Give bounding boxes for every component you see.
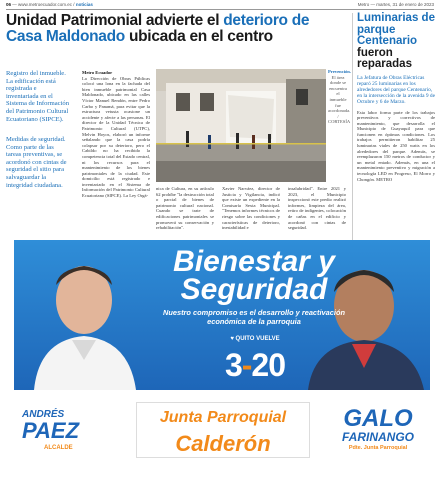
sidebar-title-dark: fueron reparadas <box>357 46 412 70</box>
candidate-2-role: Pdte. Junta Parroquial <box>348 445 408 451</box>
list-number-dash: - <box>241 347 252 383</box>
ad-headline-1: Bienestar y <box>173 245 335 278</box>
byline: Metro Ecuador <box>82 70 113 75</box>
candidate-1-last-name: PAEZ <box>22 418 80 443</box>
headline-part-1: Unidad Patrimonial advierte el <box>6 12 224 29</box>
caption-title: Prevención. <box>328 69 352 74</box>
article-photo <box>156 69 326 182</box>
page-number: 06 <box>6 2 12 7</box>
ad-banner[interactable] <box>14 240 430 390</box>
party-logo <box>185 336 325 342</box>
lede-security: Medidas de seguridad. Como parte de las tareas preventivas, se acordonó con cintas de seguridad el sitio para salvaguardar la integridad ciudadana. <box>6 136 67 189</box>
building-photo-illustration <box>156 69 326 182</box>
issue-date: Metro — martes, 31 de enero de 2023 <box>357 2 434 7</box>
ad-tagline: Nuestro compromiso es el desarrollo y reactivación económica de la parroquia <box>163 308 345 326</box>
junta-box <box>136 402 310 458</box>
headline-highlight: deterioro de Casa Maldonado <box>6 12 310 45</box>
sidebar-body: Esta labor forma parte de los trabajos preventivos y correctivos de mantenimiento, que desarrolla el Municipio de Guayaquil para que funcionen en óptimas condiciones. Los trabajos permitieron habilitar 25 luminarias viales de 250 watts en los alrededores del parque. Además, se reemplazaron 150 metros de conductor y un metal entado. Además, en una el mantenimiento preventivo y migración a tecnología LED en Progreso, El Morro y Chongón. METRO <box>357 109 435 182</box>
lede-registry: Registro del inmueble. La edificación está registrada e inventariada en el Sistema de Información del Patrimonio Cultural Ecuatoriano (SIPCE). <box>6 70 69 123</box>
column-1-text: La Dirección de Obras Públicas colocó una lona en la fachada del bien inmueble patrimonial Casa Maldonado, ubicado en las calles Víctor Manuel Rendón, entre Pedro Carbo y Panamá, para evitar que la estructura vetusta ocasione un accidente y afecte a las personas. El director de la Unidad Técnica de Patrimonio Cultural (UTPC), Melvin Hoyos, elaboró un informe señalando que la casa podría colapsar por su deterioro, pero el Cabildo no ha recibido la competencia total del Estado central, ni los recursos para el mantenimiento de los bienes patrimoniales de la ciudad. Este domicilio está registrado e inventariado en el Sistema de Información del Patrimonio Cultural Ecuatoriano (SIPCE). La Ley Orgá- <box>82 75 150 199</box>
article-column-1 <box>82 70 150 199</box>
article-column-4: insalubridad". Entre 2021 y 2023, el Municipio inspeccionó este predio realizó informes, limpieza del área, retiro de indigentes, colocación de cañas en el edificio y acordonó con cintas de seguridad. <box>288 186 346 231</box>
headline-part-2: ubicada en el centro <box>124 28 273 45</box>
article-headline <box>6 13 346 45</box>
party-name: QUITO VUELVE <box>235 336 280 342</box>
photo-caption <box>328 69 352 125</box>
sidebar-title-blue: Luminarias de parque Centenario <box>357 12 435 47</box>
junta-line-2: Calderón <box>175 431 271 456</box>
ad-headline-2: Seguridad <box>180 273 328 306</box>
list-number-left: 3 <box>224 347 242 383</box>
caption-text: El área donde se encuentra el inmueble fue acordonada. / CORTESÍA <box>328 74 351 125</box>
list-number-right: 20 <box>251 347 286 383</box>
list-number <box>190 347 320 384</box>
site-url[interactable]: — www.metroecuador.com.ec / <box>12 2 75 7</box>
ad-candidates-strip <box>14 390 430 480</box>
candidate-2-last-name: FARINANGO <box>342 430 414 444</box>
candidate-2-first-name: GALO <box>343 405 413 432</box>
column-divider <box>352 13 353 275</box>
candidate-1-first-name: ANDRÉS <box>22 409 65 420</box>
sidebar-title <box>357 13 435 71</box>
heart-icon: ♥ <box>230 336 234 342</box>
sidebar-news <box>357 13 435 275</box>
junta-line-1: Junta Parroquial <box>159 409 287 426</box>
ad-headline <box>159 245 349 306</box>
sidebar-lede: La Jefatura de Obras Eléctricas reparó 25 luminarias en los alrededores del parque Centenario, en la intersección de la avenida 9 de Octubre y 6 de Marzo. <box>357 74 435 106</box>
article-column-2: nica de Cultura, en su artículo 62 prohíbe "la destrucción total o parcial de bienes de patrimonio cultural nacional. Cuando se trate de edificaciones patrimoniales se promoverá su conservación y rehabilitación". <box>156 186 214 231</box>
article-column-3: Xavier Narváez, director de Justicia y Vigilancia, indicó que existe un expediente en la Comisaría Sexta Municipal. "Tenemos informes técnicos de riesgo sobre las condiciones y características de deterioro, inestabilidad e <box>222 186 280 231</box>
candidate-1-role: ALCALDE <box>44 445 73 451</box>
page-header <box>6 2 434 10</box>
section-label[interactable]: noticias <box>75 2 93 7</box>
